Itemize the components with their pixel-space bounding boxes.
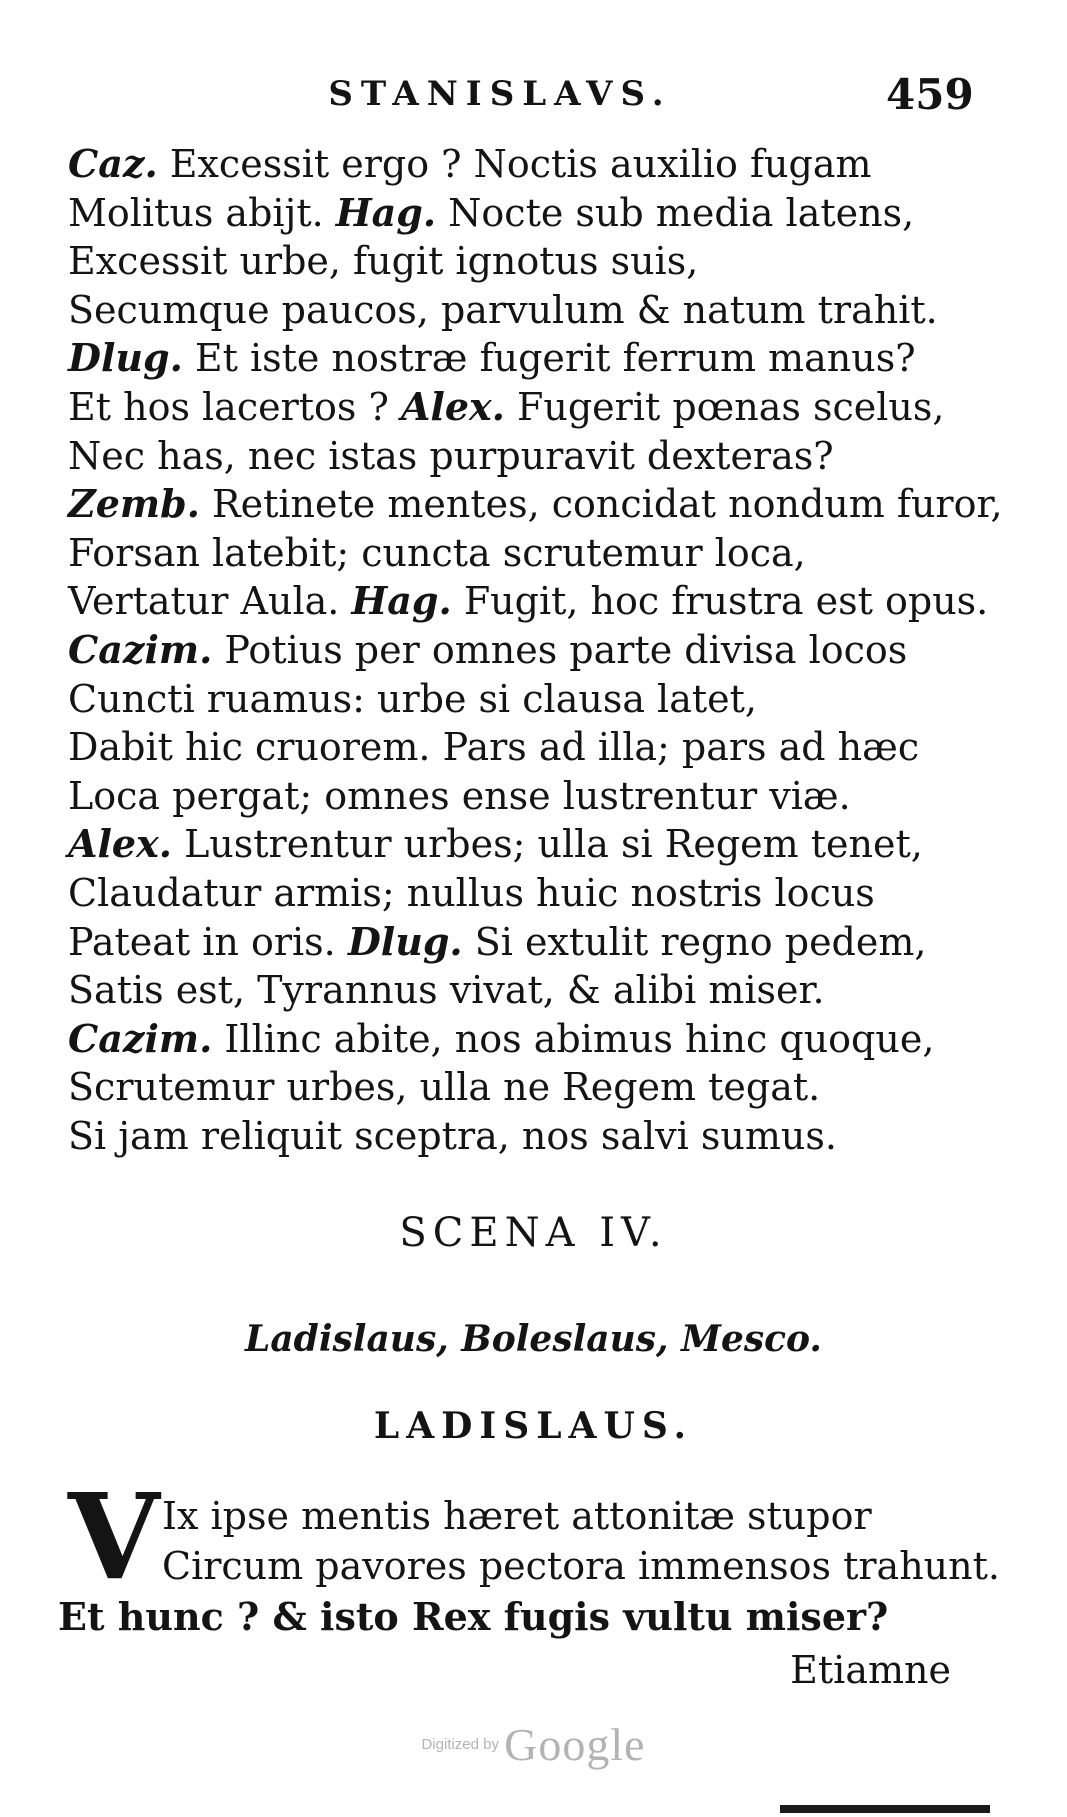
verse-line (68, 237, 998, 286)
verse-text: Scrutemur urbes, ulla ne Regem tegat. (68, 1065, 821, 1110)
drop-capital: V (68, 1467, 160, 1606)
digitization-watermark (0, 1718, 1067, 1771)
verse-line (68, 723, 998, 772)
verse-line (68, 1063, 998, 1112)
verse-text: Excessit ergo ? Noctis auxilio fugam (157, 142, 872, 186)
speaker-label: Caz. (68, 141, 158, 186)
speaker-label: Dlug. (68, 335, 183, 381)
verse-line (68, 286, 998, 335)
speaker-heading: LADISLAUS. (373, 1405, 694, 1447)
google-logo: Google (504, 1719, 646, 1770)
running-head (0, 70, 1067, 120)
verse-text: Nec has, nec istas purpuravit dexteras? (68, 433, 834, 478)
verse-text: Nocte sub media latens, (436, 190, 915, 235)
verse-block (68, 140, 1003, 1160)
speaker-label: Alex. (68, 821, 172, 867)
scene-heading: SCENA IV. (399, 1210, 668, 1256)
verse-text: Dabit hic cruorem. Pars ad illa; pars ad hæc (68, 725, 920, 770)
verse-text: Satis est, Tyrannus vivat, & alibi miser. (68, 968, 825, 1013)
verse-line (68, 966, 998, 1015)
verse-line (68, 820, 998, 869)
verse-text: Claudatur armis; nullus huic nostris locus (68, 870, 875, 915)
speaker-label: Alex. (400, 383, 505, 429)
verse-text: Et iste nostræ fugerit ferrum manus? (182, 336, 916, 381)
verse-line (68, 918, 998, 967)
verse-line (68, 577, 998, 626)
verse-text: Si jam reliquit sceptra, nos salvi sumus. (68, 1113, 837, 1158)
verse-line (68, 334, 998, 383)
verse-text: Excessit urbe, fugit ignotus suis, (68, 239, 699, 284)
opening-line: Ix ipse mentis hæret attonitæ stupor (162, 1494, 872, 1538)
verse-text: Et hos lacertos ? (68, 384, 401, 429)
verse-text: Cuncti ruamus: urbe si clausa latet, (68, 676, 757, 721)
speaker-label: Hag. (351, 578, 452, 624)
bottom-edge-rule (780, 1805, 990, 1813)
verse-text: Potius per omnes parte divisa locos (212, 627, 908, 672)
opening-line: Circum pavores pectora immensos trahunt. (162, 1544, 1000, 1588)
verse-line (68, 772, 998, 821)
verse-line (68, 869, 998, 918)
opening-line: Et hunc ? & isto Rex fugis vultu miser? (58, 1594, 889, 1639)
verse-line (68, 189, 998, 238)
dramatis-personae: Ladislaus, Boleslaus, Mesco. (245, 1318, 822, 1360)
speaker-label: Zemb. (68, 481, 200, 527)
page-number: 459 (886, 70, 974, 119)
verse-text: Lustrentur urbes; ulla si Regem tenet, (171, 822, 923, 867)
verse-text: Pateat in oris. (68, 919, 348, 964)
speaker-label: Cazim. (68, 626, 213, 672)
verse-text: Loca pergat; omnes ense lustrentur viæ. (68, 773, 851, 818)
verse-line (68, 140, 998, 189)
verse-text: Illinc abite, nos abimus hinc quoque, (212, 1016, 935, 1061)
verse-line (68, 626, 998, 675)
speaker-label: Dlug. (347, 918, 463, 964)
verse-line (68, 1112, 998, 1161)
verse-line (68, 529, 998, 578)
verse-line (68, 480, 1003, 529)
verse-text: Molitus abijt. (68, 190, 336, 235)
verse-line (68, 432, 998, 481)
speaker-label: Cazim. (68, 1015, 213, 1061)
verse-text: Fugit, hoc frustra est opus. (451, 579, 989, 624)
watermark-prefix: Digitized by (421, 1736, 500, 1753)
verse-line (68, 675, 998, 724)
catchword: Etiamne (790, 1648, 951, 1692)
verse-text: Fugerit pœnas scelus, (504, 384, 945, 429)
verse-line (68, 383, 998, 432)
verse-text: Retinete mentes, concidat nondum furor, (199, 482, 1003, 527)
verse-line (68, 1015, 998, 1064)
running-title: STANISLAVS. (328, 74, 672, 114)
verse-text: Si extulit regno pedem, (462, 919, 927, 964)
verse-text: Secumque paucos, parvulum & natum trahit. (68, 287, 938, 332)
speaker-label: Hag. (335, 189, 437, 235)
verse-text: Vertatur Aula. (68, 579, 352, 624)
verse-text: Forsan latebit; cuncta scrutemur loca, (68, 530, 806, 575)
